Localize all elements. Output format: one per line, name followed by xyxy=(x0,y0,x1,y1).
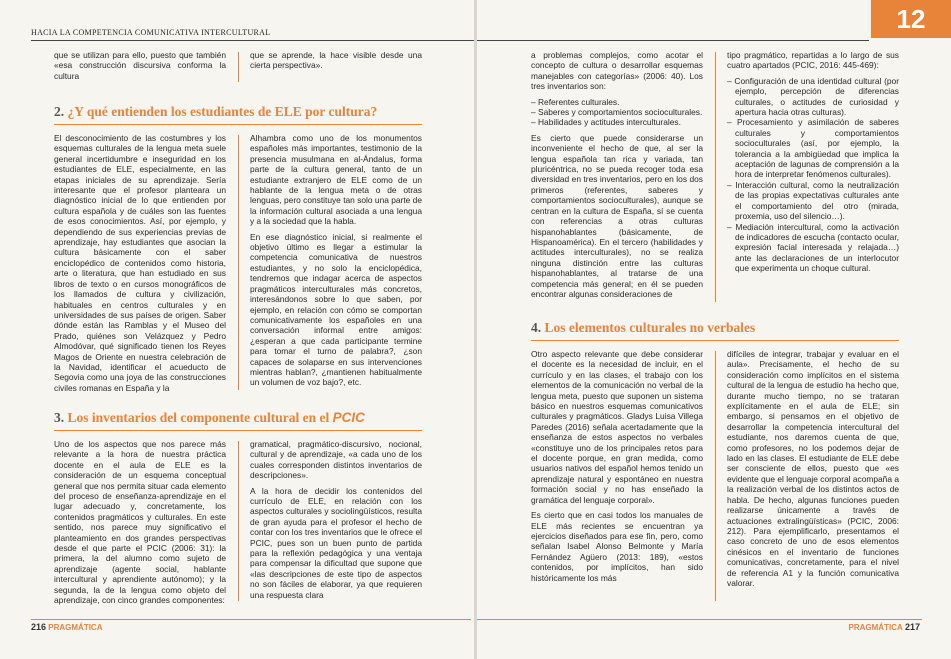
footer-brand: PRAGMÁTICA xyxy=(48,623,103,632)
column-divider xyxy=(238,135,239,390)
s4-col1 xyxy=(531,349,703,588)
paragraph: gramatical, pragmático-discursivo, nocional, cultural y de aprendizaje, «a cada uno de los cuales corresponden distintos inventarios de descripciones». xyxy=(250,439,422,481)
left-page xyxy=(0,0,474,659)
list-item: – Procesamiento y asimilación de saberes culturales y comportamientos socioculturales (así, por ejemplo, la tolerancia a la ambigüedad que implica la aceptación de lagunas de comprensión a la hora de interpretar fenómenos culturales). xyxy=(727,117,899,180)
top-right-col1 xyxy=(531,50,703,304)
top-left-col2 xyxy=(250,50,422,76)
section-number: 2. xyxy=(54,104,65,119)
paragraph: El desconocimiento de las costumbres y los esquemas culturales de la lengua meta suele general incertidumbre e inseguridad en los estudiantes de ELE, especialmente, en las etapas iniciales de su aprendizaje. Sería interesante que el profesor planteara un diagnóstico inicial de lo que entienden por cultura española y de cuáles son las fuentes de esos conocimientos. Así, por ejemplo, y dependiendo de sus experiencias previas de aprendizaje, hay estudiantes que asocian la cultura básicamente con el saber enciclopédico de contenidos como historia, arte o literatura, que han estudiado en sus libros de texto o en cursos monográficos de los llamados de cultura y civilización, habituales en centros culturales y en universidades de sus países de origen. Saber dónde están las Ramblas y el Museo del Prado, quiénes son Velázquez y Pedro Almodóvar, qué significado tienen los Reyes Magos de Oriente en nuestra celebración de la Navidad, identificar el acueducto de Segovia como una joya de las construcciones civiles romanas en España y la xyxy=(54,133,226,393)
paragraph: En ese diagnóstico inicial, si realmente el objetivo último es llegar a estimular la competencia comunicativa de nuestros estudiantes, y no solo la enciclopédica, tendremos que indagar acerca de aspectos pragmáticos interculturales más concretos, interesándonos sobre lo que saben, por ejemplo, en relación con cómo se comportan comunicativamente los españoles en una conversación informal entre amigos: ¿esperan a que cada participante termine para tomar el turno de palabra?, ¿son capaces de solaparse en sus intervenciones mientras hablan?, ¿mantienen habitualmente un volumen de voz bajo?, etc. xyxy=(250,231,422,388)
list-item: – Interacción cultural, como la neutralización de las propias expectativas culturales ante el comportamiento del otro (mirada, proxemia, uso del silencio…). xyxy=(727,179,899,222)
paragraph: que se aprende, la hace visible desde una cierta perspectiva». xyxy=(250,50,422,71)
s3-col2 xyxy=(250,439,422,605)
list-item: – Habilidades y actitudes interculturales. xyxy=(531,117,681,128)
list-item: – Mediación intercultural, como la activación de indicadores de escucha (contacto ocular, expresión facial interesada y relajada…) ante las declaraciones de un interlocutor que experimenta un choque cultural. xyxy=(727,221,899,274)
column-divider xyxy=(715,351,716,601)
s2-col1 xyxy=(54,133,226,398)
top-left-col1 xyxy=(54,50,226,86)
paragraph: Es cierto que en casi todos los manuales de ELE más recientes se encuentran ya ejercicios diseñados para ese fin, pero, como señalan Isabel Alonso Belmonte y María Fernández Agüero (2013: 189), «estos contenidos, por implícitos, han sido históricamente los más xyxy=(531,510,703,583)
paragraph: Uno de los aspectos que nos parece más relevante a la hora de nuestra práctica docente en el aula de ELE es la consideración de un esquema conceptual general que nos permita situar cada elemento del proceso de enseñanza-aprendizaje en el lugar adecuado y, concretamente, los contenidos pragmáticos y culturales. En este sentido, nos parece muy significativo el planteamiento en dos grandes perspectivas desde el que parte el PCIC (2006: 31): la primera, la del alumno como sujeto de aprendizaje (agente social, hablante intercultural y aprendiente autónomo); y la segunda, la de la lengua como objeto del aprendizaje, con cinco grandes componentes: xyxy=(54,439,226,606)
footer-rule xyxy=(477,619,922,620)
footer-left xyxy=(31,622,102,632)
page-number: 216 xyxy=(31,622,47,632)
chapter-badge: 12 xyxy=(871,0,951,38)
right-page xyxy=(477,0,951,659)
section-rule xyxy=(54,430,422,431)
running-title: HACIA LA COMPETENCIA COMUNICATIVA INTERCULTURAL xyxy=(31,28,271,37)
paragraph: difíciles de integrar, trabajar y evaluar en el aula». Precisamente, el hecho de su consideración como implícitos en el sistema cultural de la lengua de estudio ha hecho que, durante mucho tiempo, no se trataran explícitamente en el aula de ELE; sin embargo, si pensamos en el objetivo de desarrollar la competencia intercultural del estudiante, nos daremos cuenta de que, como profesores, no los podemos dejar de lado en las clases. El estudiante de ELE debe ser consciente de ellos, puesto que «es evidente que el lenguaje corporal acompaña a la realización verbal de los distintos actos de habla. De hecho, algunas funciones pueden realizarse únicamente a través de actuaciones extralingüísticas» (PCIC, 2006: 212). Para ejemplificarlo, presentamos el caso concreto de uno de esos elementos cinésicos en el inventario de funciones comunicativas, concretamente, para el nivel de referencia A1 y la función comunicativa valorar. xyxy=(727,349,899,588)
header-rule xyxy=(31,40,474,41)
s2-col2 xyxy=(250,133,422,393)
footer-rule xyxy=(31,619,471,620)
page-number: 217 xyxy=(904,622,920,632)
top-right-col2 xyxy=(727,50,899,279)
section-rule xyxy=(531,340,899,341)
section-title: ¿Y qué entienden los estudiantes de ELE por cultura? xyxy=(67,104,378,119)
column-divider xyxy=(238,52,239,82)
s3-col1 xyxy=(54,439,226,611)
paragraph: tipo pragmático, repartidas a lo largo de sus cuatro apartados (PCIC, 2016: 445-469): xyxy=(727,50,899,71)
section-title-italic: PCIC xyxy=(332,410,365,425)
section-title: Los inventarios del componente cultural en el xyxy=(67,410,330,425)
list-item: – Saberes y comportamientos socioculturales. xyxy=(531,107,703,118)
list-item: – Configuración de una identidad cultural (por ejemplo, percepción de diferencias culturales, o actitudes de curiosidad y apertura hacia otras culturas). xyxy=(727,75,899,118)
footer-brand: PRAGMÁTICA xyxy=(848,623,903,632)
section-rule xyxy=(54,124,422,125)
paragraph: A la hora de decidir los contenidos del currículo de ELE, en relación con los aspectos culturales y sociolingüísticos, resulta de gran ayuda para el profesor el hecho de contar con los tres inventarios que le ofrece el PCIC, pues son un buen punto de partida para la reflexión pedagógica y una ventaja para compensar la dificultad que supone que «las descripciones de este tipo de aspectos no son fáciles de elaborar, ya que requieren una respuesta clara xyxy=(250,485,422,600)
section-title: Los elementos culturales no verbales xyxy=(544,320,756,335)
s4-col2 xyxy=(727,349,899,593)
paragraph: Es cierto que puede considerarse un inconveniente el hecho de que, al ser la lengua española tan rica y variada, tan pluricéntrica, no se pueda recoger toda esa diversidad en tres inventarios, pero en los dos primeros (referentes, saberes y comportamientos socioculturales), aunque se centran en la cultura de España, sí se cuenta con referencias a otras culturas hispanohablantes (básicamente, de Hispanoamérica). En el tercero (habilidades y actitudes interculturales), no se realiza ninguna distinción entre las culturas hispanohablantes, al tratarse de una competencia más general; en él se pueden encontrar algunas consideraciones de xyxy=(531,132,703,299)
section-number: 4. xyxy=(531,320,542,335)
list-item: – Referentes culturales. xyxy=(531,96,620,107)
section-4-heading xyxy=(531,320,755,336)
paragraph: Alhambra como uno de los monumentos españoles más importantes, testimonio de la presencia musulmana en al-Ándalus, forma parte de la cultura general, tanto de un estudiante extranjero de ELE como de un hablante de la lengua meta o de otras lenguas, pero constituye tan solo una parte de la información cultural asociada a una lengua y a la sociedad que la habla. xyxy=(250,133,422,227)
column-divider xyxy=(238,441,239,601)
paragraph: a problemas complejos, como acotar el concepto de cultura o desarrollar esquemas manejables con categorías» (2006: 40). Los tres inventarios son: xyxy=(531,50,703,92)
section-number: 3. xyxy=(54,410,65,425)
footer-right xyxy=(849,622,920,632)
paragraph: Otro aspecto relevante que debe considerar el docente es la necesidad de incluir, en el currículo y en las clases, el trabajo con los elementos de la comunicación no verbal de la lengua meta, puesto que suponen un sistema básico en nuestros esquemas comunicativos culturales y pragmáticos. Gladys Luisa Villega Paredes (2016) señala acertadamente que la enseñanza de estos aspectos no verbales «constituye uno de los principales retos para el docente porque, en gran medida, como usuarios nativos del español hemos tenido un aprendizaje natural y espontáneo en nuestra formación social y no has enseñado la gramática del lenguaje corporal». xyxy=(531,349,703,505)
inventory-list xyxy=(531,97,703,128)
section-3-heading xyxy=(54,410,365,426)
column-divider xyxy=(715,52,716,302)
section-2-heading xyxy=(54,104,377,120)
paragraph: que se utilizan para ello, puesto que también «esa construcción discursiva conforma la cultura xyxy=(54,50,226,81)
intercultural-list xyxy=(727,76,899,274)
header-rule xyxy=(477,40,869,41)
